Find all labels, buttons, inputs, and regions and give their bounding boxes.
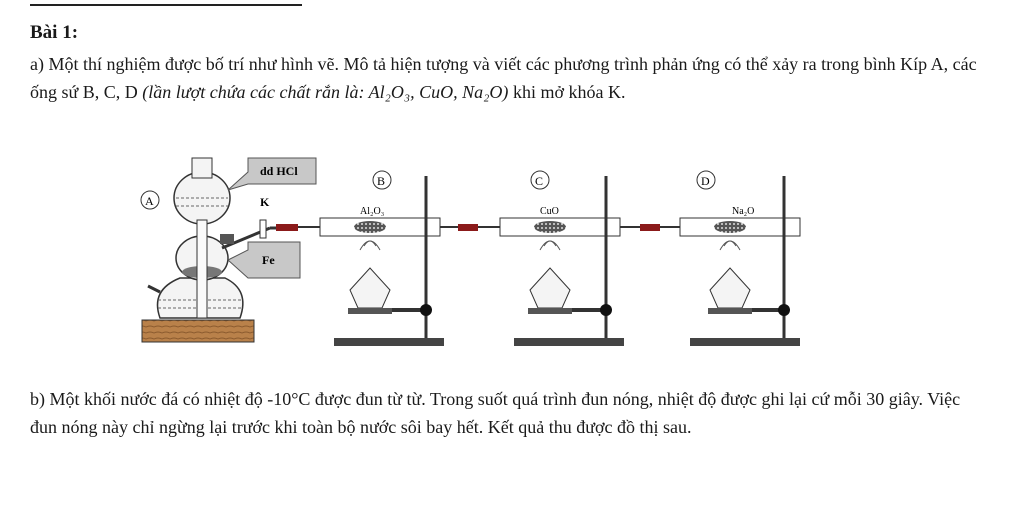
tube-b-label: Al₂O₃ — [360, 206, 385, 217]
label-a: A — [145, 194, 154, 208]
connector-bc — [440, 224, 500, 231]
label-b: B — [377, 174, 386, 188]
apparatus-figure — [130, 150, 820, 360]
tube-c-label: CuO — [540, 206, 559, 217]
connector-cd — [620, 224, 680, 231]
valve-label: K — [260, 195, 270, 209]
part-a-italic: (lần lượt chứa các chất rắn là: Al₂O₃, CuO, Na₂O) — [142, 82, 509, 102]
exercise-heading: Bài 1: — [30, 22, 79, 43]
label-c: C — [535, 174, 544, 188]
label-d: D — [701, 174, 710, 188]
callouts — [141, 158, 316, 278]
tube-d-label: Na₂O — [732, 206, 755, 217]
tube-d-assembly — [680, 171, 800, 346]
acid-label: dd HCl — [260, 164, 298, 178]
connector-ab — [276, 224, 320, 231]
top-rule — [30, 4, 302, 6]
part-a-text-2: khi mở khóa K. — [508, 82, 626, 102]
part-a-paragraph — [30, 50, 990, 106]
metal-label: Fe — [262, 253, 275, 267]
tube-c-assembly — [500, 171, 624, 346]
part-a-text-1: a) Một thí nghiệm được bố trí như hình vẽ. Mô tả hiện tượng và viết các phương trình phản ứng có thể xảy ra trong bình Kíp A, các ống sứ B, C, D — [30, 54, 977, 102]
part-b-paragraph: b) Một khối nước đá có nhiệt độ -10°C được đun từ từ. Trong suốt quá trình đun nóng, nhiệt độ được ghi lại cứ mỗi 30 giây. Việc đun nóng này chỉ ngừng lại trước khi toàn bộ nước sôi bay hết. Kết quả thu được đồ thị sau. — [30, 389, 961, 437]
tube-b-assembly — [320, 171, 444, 346]
